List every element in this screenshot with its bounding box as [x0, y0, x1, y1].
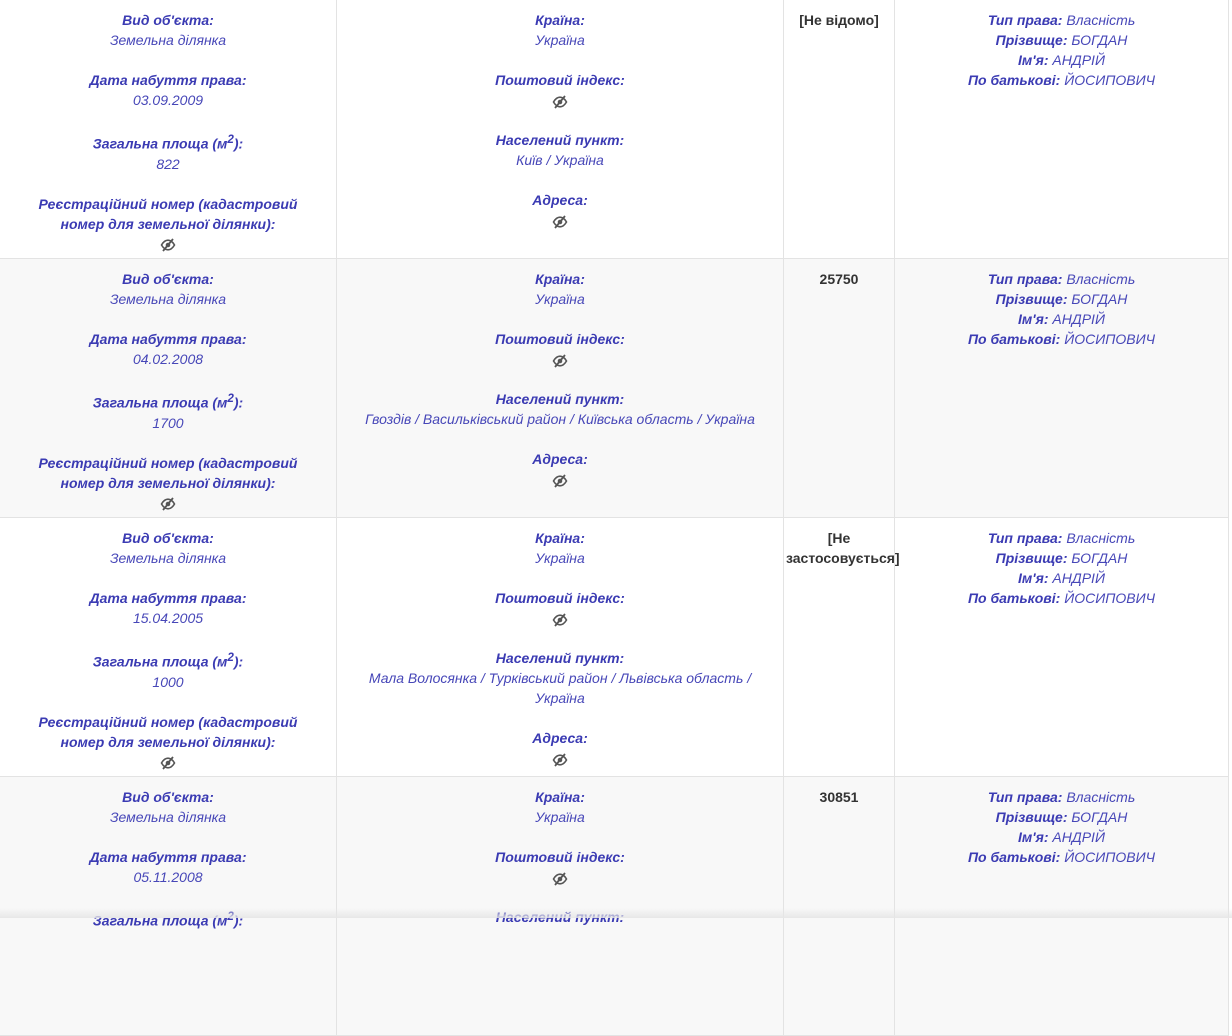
- first-name-value: АНДРІЙ: [1052, 52, 1105, 68]
- patronymic-label: По батькові:: [968, 849, 1060, 865]
- first-name-label: Ім'я:: [1018, 570, 1048, 586]
- patronymic-value: ЙОСИПОВИЧ: [1064, 849, 1155, 865]
- acquisition-date-label: Дата набуття права:: [16, 588, 320, 608]
- eye-slash-icon: [552, 353, 568, 369]
- acquisition-date-value: 04.02.2008: [16, 349, 320, 369]
- country-field: [337, 10, 783, 50]
- owner-info: [895, 10, 1228, 90]
- first-name-value: АНДРІЙ: [1052, 311, 1105, 327]
- first-name-label: Ім'я:: [1018, 52, 1048, 68]
- eye-slash-icon: [552, 752, 568, 768]
- address-field: [337, 449, 783, 489]
- eye-slash-icon: [552, 871, 568, 887]
- country-field: [337, 528, 783, 568]
- address-field: [337, 728, 783, 768]
- object-type-field: [0, 528, 336, 568]
- total-area-value: 822: [16, 154, 320, 174]
- total-area-value: 1000: [16, 672, 320, 692]
- right-type-line: [895, 269, 1228, 289]
- address-field: [337, 190, 783, 230]
- right-type-line: [895, 787, 1228, 807]
- owner-info: [895, 528, 1228, 608]
- settlement-label: Населений пункт:: [351, 389, 769, 409]
- object-type-field: [0, 269, 336, 309]
- object-type-label: Вид об'єкта:: [16, 528, 320, 548]
- object-type-label: Вид об'єкта:: [16, 10, 320, 30]
- amount-cell: [783, 0, 894, 258]
- object-type-value: Земельна ділянка: [16, 807, 320, 827]
- postal-code-label: Поштовий індекс:: [351, 588, 769, 608]
- total-area-field: [0, 389, 336, 433]
- settlement-label: Населений пункт:: [351, 648, 769, 668]
- total-area-value: 1700: [16, 413, 320, 433]
- address-label: Адреса:: [351, 449, 769, 469]
- country-label: Країна:: [351, 269, 769, 289]
- acquisition-date-field: [0, 329, 336, 369]
- surname-value: БОГДАН: [1071, 809, 1127, 825]
- country-field: [337, 269, 783, 309]
- country-label: Країна:: [351, 10, 769, 30]
- acquisition-date-label: Дата набуття права:: [16, 847, 320, 867]
- country-value: Україна: [351, 548, 769, 568]
- right-type-line: [895, 528, 1228, 548]
- settlement-label: Населений пункт:: [351, 907, 769, 927]
- amount-value: [Не застосовується]: [784, 528, 894, 568]
- object-type-label: Вид об'єкта:: [16, 787, 320, 807]
- surname-value: БОГДАН: [1071, 550, 1127, 566]
- table-row: [0, 777, 1228, 1036]
- surname-value: БОГДАН: [1071, 32, 1127, 48]
- acquisition-date-value: 03.09.2009: [16, 90, 320, 110]
- country-label: Країна:: [351, 787, 769, 807]
- postal-code-label: Поштовий індекс:: [351, 847, 769, 867]
- postal-code-label: Поштовий індекс:: [351, 70, 769, 90]
- eye-slash-icon: [160, 237, 176, 253]
- surname-label: Прізвище:: [996, 809, 1068, 825]
- first-name-label: Ім'я:: [1018, 829, 1048, 845]
- address-label: Адреса:: [351, 728, 769, 748]
- acquisition-date-value: 05.11.2008: [16, 867, 320, 887]
- country-label: Країна:: [351, 528, 769, 548]
- right-type-label: Тип права:: [988, 789, 1063, 805]
- object-type-label: Вид об'єкта:: [16, 269, 320, 289]
- first-name-line: [895, 50, 1228, 70]
- right-type-label: Тип права:: [988, 12, 1063, 28]
- total-area-field: [0, 648, 336, 692]
- patronymic-label: По батькові:: [968, 331, 1060, 347]
- total-area-field: [0, 130, 336, 174]
- object-type-value: Земельна ділянка: [16, 548, 320, 568]
- first-name-label: Ім'я:: [1018, 311, 1048, 327]
- owner-cell: [894, 518, 1228, 776]
- patronymic-line: [895, 329, 1228, 349]
- country-value: Україна: [351, 30, 769, 50]
- surname-line: [895, 548, 1228, 568]
- total-area-label: Загальна площа $(м^2)$:: [16, 907, 320, 931]
- patronymic-value: ЙОСИПОВИЧ: [1064, 72, 1155, 88]
- registration-number-field: [0, 712, 336, 772]
- owner-info: [895, 269, 1228, 349]
- postal-code-field: [337, 588, 783, 628]
- amount-cell: [783, 777, 894, 1035]
- patronymic-label: По батькові:: [968, 72, 1060, 88]
- amount-cell: [783, 518, 894, 776]
- right-type-value: Власність: [1066, 271, 1135, 287]
- amount-value: [Не відомо]: [784, 10, 894, 30]
- surname-value: БОГДАН: [1071, 291, 1127, 307]
- patronymic-line: [895, 847, 1228, 867]
- address-label: Адреса:: [351, 190, 769, 210]
- settlement-value: Київ / Україна: [351, 150, 769, 170]
- acquisition-date-label: Дата набуття права:: [16, 329, 320, 349]
- acquisition-date-value: 15.04.2005: [16, 608, 320, 628]
- surname-label: Прізвище:: [996, 32, 1068, 48]
- registration-number-field: [0, 194, 336, 254]
- country-value: Україна: [351, 289, 769, 309]
- acquisition-date-field: [0, 847, 336, 887]
- surname-line: [895, 289, 1228, 309]
- registration-number-label: Реєстраційний номер (кадастровий номер для земельної ділянки):: [16, 712, 320, 752]
- object-type-value: Земельна ділянка: [16, 289, 320, 309]
- settlement-label: Населений пункт:: [351, 130, 769, 150]
- owner-info: [895, 787, 1228, 867]
- right-type-value: Власність: [1066, 530, 1135, 546]
- surname-line: [895, 30, 1228, 50]
- first-name-line: [895, 568, 1228, 588]
- surname-label: Прізвище:: [996, 550, 1068, 566]
- table-row: [0, 259, 1228, 518]
- first-name-value: АНДРІЙ: [1052, 570, 1105, 586]
- right-type-line: [895, 10, 1228, 30]
- patronymic-label: По батькові:: [968, 590, 1060, 606]
- registration-number-label: Реєстраційний номер (кадастровий номер для земельної ділянки):: [16, 194, 320, 234]
- eye-slash-icon: [552, 94, 568, 110]
- object-type-value: Земельна ділянка: [16, 30, 320, 50]
- patronymic-line: [895, 588, 1228, 608]
- registration-number-label: Реєстраційний номер (кадастровий номер для земельної ділянки):: [16, 453, 320, 493]
- eye-slash-icon: [552, 214, 568, 230]
- address-cell: [336, 259, 783, 517]
- first-name-line: [895, 309, 1228, 329]
- postal-code-label: Поштовий індекс:: [351, 329, 769, 349]
- country-field: [337, 787, 783, 827]
- acquisition-date-field: [0, 588, 336, 628]
- patronymic-value: ЙОСИПОВИЧ: [1064, 590, 1155, 606]
- surname-line: [895, 807, 1228, 827]
- right-type-value: Власність: [1066, 12, 1135, 28]
- object-cell: [0, 259, 336, 517]
- object-cell: [0, 0, 336, 258]
- eye-slash-icon: [552, 473, 568, 489]
- owner-cell: [894, 0, 1228, 258]
- postal-code-field: [337, 70, 783, 110]
- table-row: [0, 0, 1228, 259]
- owner-cell: [894, 777, 1228, 1035]
- total-area-label: Загальна площа $(м^2)$:: [16, 130, 320, 154]
- postal-code-field: [337, 329, 783, 369]
- address-cell: [336, 777, 783, 1035]
- settlement-field: [337, 130, 783, 170]
- right-type-value: Власність: [1066, 789, 1135, 805]
- object-type-field: [0, 787, 336, 827]
- total-area-label: Загальна площа $(м^2)$:: [16, 648, 320, 672]
- object-cell: [0, 518, 336, 776]
- object-cell: [0, 777, 336, 1035]
- amount-cell: [783, 259, 894, 517]
- owner-cell: [894, 259, 1228, 517]
- table-row: [0, 518, 1228, 777]
- address-cell: [336, 518, 783, 776]
- surname-label: Прізвище:: [996, 291, 1068, 307]
- settlement-field: [337, 389, 783, 429]
- object-type-field: [0, 10, 336, 50]
- patronymic-value: ЙОСИПОВИЧ: [1064, 331, 1155, 347]
- country-value: Україна: [351, 807, 769, 827]
- first-name-line: [895, 827, 1228, 847]
- acquisition-date-field: [0, 70, 336, 110]
- amount-value: 25750: [784, 269, 894, 289]
- right-type-label: Тип права:: [988, 271, 1063, 287]
- postal-code-field: [337, 847, 783, 887]
- scroll-fade: [0, 908, 1232, 918]
- eye-slash-icon: [160, 755, 176, 771]
- total-area-label: Загальна площа $(м^2)$:: [16, 389, 320, 413]
- settlement-value: Гвоздів / Васильківський район / Київська область / Україна: [351, 409, 769, 429]
- patronymic-line: [895, 70, 1228, 90]
- amount-value: 30851: [784, 787, 894, 807]
- eye-slash-icon: [552, 612, 568, 628]
- registration-number-field: [0, 453, 336, 513]
- right-type-label: Тип права:: [988, 530, 1063, 546]
- eye-slash-icon: [160, 496, 176, 512]
- address-cell: [336, 0, 783, 258]
- settlement-value: Мала Волосянка / Турківський район / Львівська область / Україна: [351, 668, 769, 708]
- settlement-field: [337, 648, 783, 708]
- acquisition-date-label: Дата набуття права:: [16, 70, 320, 90]
- first-name-value: АНДРІЙ: [1052, 829, 1105, 845]
